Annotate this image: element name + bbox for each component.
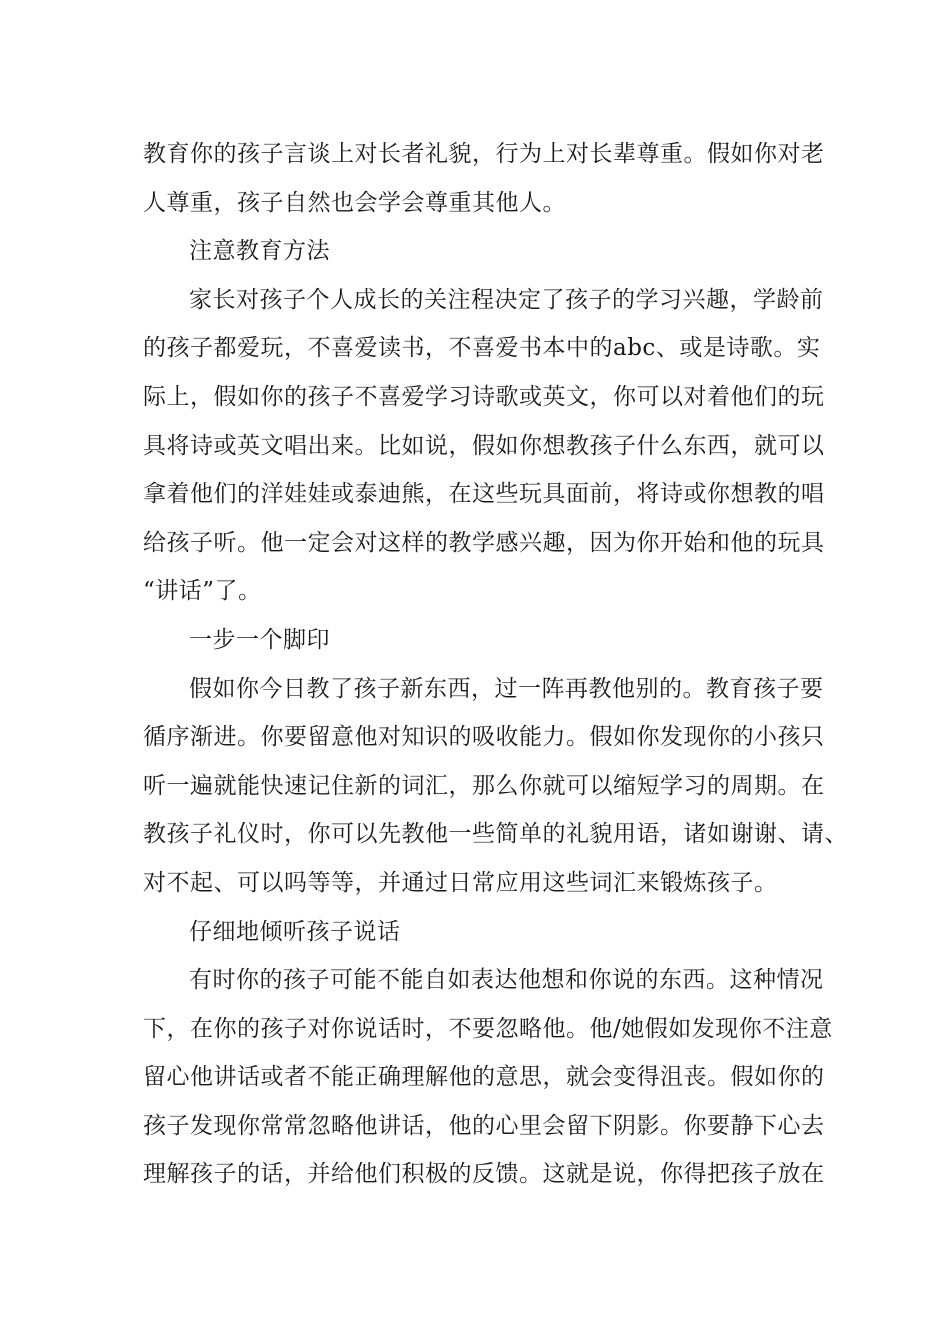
text-line: 教孩子礼仪时，你可以先教他一些简单的礼貌用语，诸如谢谢、请、 <box>143 821 848 848</box>
text-line: 具将诗或英文唱出来。比如说，假如你想教孩子什么东西，就可以 <box>143 432 825 459</box>
section-heading: 注意教育方法 <box>189 238 330 265</box>
text-line: 人尊重，孩子自然也会学会尊重其他人。 <box>143 189 566 216</box>
text-line: 循序渐进。你要留意他对知识的吸收能力。假如你发现你的小孩只 <box>143 724 825 751</box>
text-line: 的孩子都爱玩，不喜爱读书，不喜爱书本中的abc、或是诗歌。实 <box>143 335 821 362</box>
text-line: 留心他讲话或者不能正确理解他的意思，就会变得沮丧。假如你的 <box>143 1064 825 1091</box>
section-heading: 一步一个脚印 <box>189 626 330 653</box>
text-line: 听一遍就能快速记住新的词汇，那么你就可以缩短学习的周期。在 <box>143 772 825 799</box>
text-line: 下，在你的孩子对你说话时，不要忽略他。他/她假如发现你不注意 <box>143 1015 833 1042</box>
text-line: 教育你的孩子言谈上对长者礼貌，行为上对长辈尊重。假如你对老 <box>143 141 825 167</box>
text-line: 给孩子听。他一定会对这样的教学感兴趣，因为你开始和他的玩具 <box>143 529 825 556</box>
text-line: 拿着他们的洋娃娃或泰迪熊，在这些玩具面前，将诗或你想教的唱 <box>143 481 825 508</box>
text-line: 孩子发现你常常忽略他讲话，他的心里会留下阴影。你要静下心去 <box>143 1112 825 1139</box>
section-heading: 仔细地倾听孩子说话 <box>189 918 401 945</box>
text-line: 理解孩子的话，并给他们积极的反馈。这就是说，你得把孩子放在 <box>143 1161 825 1188</box>
document-body <box>143 130 848 1199</box>
text-line: 假如你今日教了孩子新东西，过一阵再教他别的。教育孩子要 <box>189 675 824 702</box>
text-line: 对不起、可以吗等等，并通过日常应用这些词汇来锻炼孩子。 <box>143 869 778 896</box>
text-line: “讲话”了。 <box>143 578 262 605</box>
text-line: 家长对孩子个人成长的关注程决定了孩子的学习兴趣，学龄前 <box>189 286 824 313</box>
text-line: 有时你的孩子可能不能自如表达他想和你说的东西。这种情况 <box>189 967 824 994</box>
text-line: 际上，假如你的孩子不喜爱学习诗歌或英文，你可以对着他们的玩 <box>143 383 825 410</box>
